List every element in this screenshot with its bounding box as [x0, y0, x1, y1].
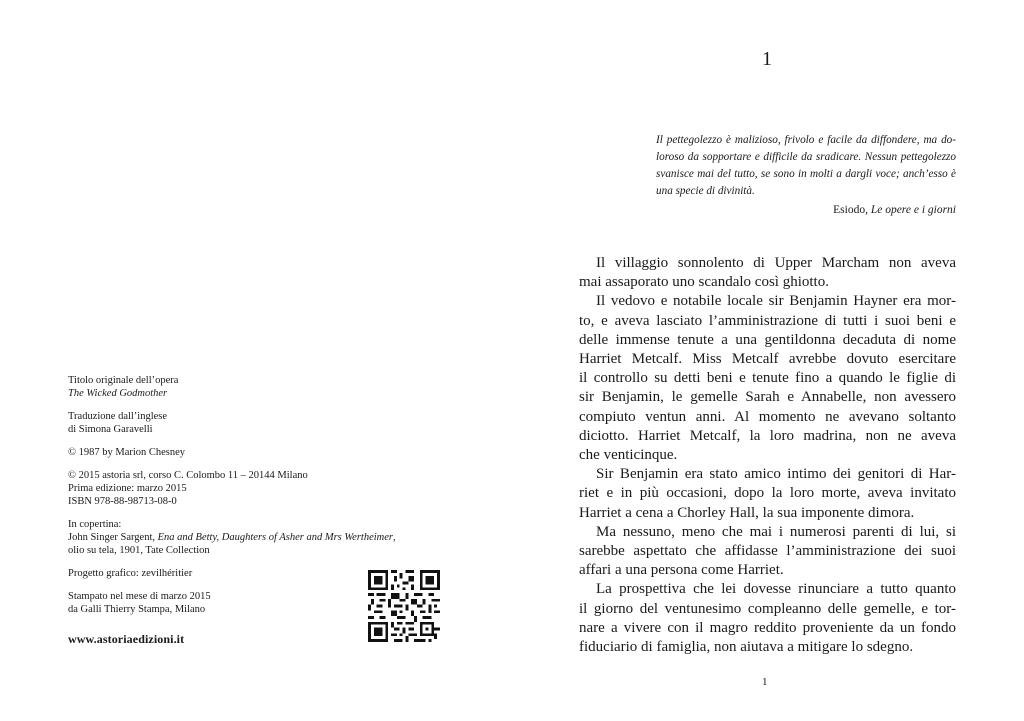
body-line: delle immense tenute a una gentildonna decaduta di nome: [579, 331, 956, 348]
cover-artist: John Singer Sargent,: [68, 532, 158, 543]
body-line: compiuto ventun anni. Al momento ne avevano soltanto: [579, 408, 956, 425]
design-block: [68, 567, 368, 580]
body-line: il giorno del ventunesimo compleanno delle gemelle, e tor-: [579, 600, 956, 617]
qr-code-icon: [368, 570, 440, 642]
body-line: affari a una persona come Harriet.: [579, 562, 784, 579]
epigraph-line: svanisce mai del tutto, se sono in molti a dargli voce; anch’esso è: [656, 168, 956, 180]
body-line: mai assaporato uno scandalo così ghiotto.: [579, 274, 829, 291]
original-title-block: [68, 374, 368, 400]
printing-block: [68, 590, 368, 616]
body-line: il controllo su detti beni e tenute fino a quando le figlie di: [579, 370, 956, 387]
printed-line-1: Stampato nel mese di marzo 2015: [68, 591, 211, 602]
body-line: to, e aveva lasciato l’amministrazione di tutti i suoi beni e: [579, 312, 956, 329]
body-line: sir Benjamin, le gemelle Sarah e Annabelle, non avessero: [579, 389, 956, 406]
attribution-work: Le opere e i giorni: [870, 204, 956, 216]
cover-work: Ena and Betty, Daughters of Asher and Mrs Wertheimer: [157, 532, 393, 543]
body-line: Il vedovo e notabile locale sir Benjamin Hayner era mor-: [596, 293, 956, 310]
original-title: The Wicked Godmother: [68, 388, 168, 399]
right-page: [512, 0, 1024, 721]
design-credit: Progetto grafico: zevilhéritier: [68, 568, 193, 579]
author-copyright-block: [68, 446, 368, 459]
printed-line-2: da Galli Thierry Stampa, Milano: [68, 604, 206, 615]
first-edition: Prima edizione: marzo 2015: [68, 483, 187, 494]
body-line: fiduciario di famiglia, non aiutava a mitigare lo sdegno.: [579, 639, 914, 656]
body-line: che venticinque.: [579, 447, 678, 464]
chapter-body-text: [579, 254, 956, 657]
translation-label: Traduzione dall’inglese: [68, 411, 168, 422]
isbn: ISBN 978-88-98713-08-0: [68, 496, 177, 507]
body-line: Harriet a cena a Chorley Hall, la sua imponente dimora.: [579, 504, 915, 521]
body-line: sarebbe aspettato che affidasse l’amministrazione dei suoi: [579, 543, 956, 560]
epigraph: [656, 132, 956, 200]
chapter-number: 1: [762, 48, 772, 70]
body-line: La prospettiva che lei dovesse rinunciare a tutto quanto: [596, 581, 956, 598]
cover-medium: olio su tela, 1901, Tate Collection: [68, 545, 210, 556]
body-line: Harriet Metcalf. Miss Metcalf avrebbe dovuto esercitare: [579, 351, 956, 368]
copyright-author: © 1987 by Marion Chesney: [68, 447, 186, 458]
epigraph-line: una specie di divinità.: [656, 185, 755, 197]
epigraph-attribution: [656, 202, 956, 218]
publisher-block: [68, 469, 368, 508]
cover-block: [68, 518, 396, 557]
attribution-author: Esiodo,: [833, 204, 871, 216]
body-line: diciotto. Harriet Metcalf, la loro madrina, non ne aveva: [579, 427, 956, 444]
copyright-publisher: © 2015 astoria srl, corso C. Colombo 11 – 20144 Milano: [68, 470, 308, 481]
page-number: 1: [762, 676, 768, 688]
cover-work-suffix: ,: [393, 532, 396, 543]
body-line: Sir Benjamin era stato amico intimo dei genitori di Har-: [596, 466, 956, 483]
body-line: nare a vivere con il magro reddito proveniente da un fondo: [579, 619, 956, 636]
body-line: Il villaggio sonnolento di Upper Marcham non aveva: [596, 255, 956, 271]
cover-credit: [68, 531, 396, 544]
publisher-website: www.astoriaedizioni.it: [68, 632, 185, 646]
original-title-label: Titolo originale dell’opera: [68, 375, 179, 386]
colophon: [68, 374, 396, 626]
translation-block: [68, 410, 368, 436]
epigraph-line: Il pettegolezzo è malizioso, frivolo e facile da diffondere, ma do-: [656, 134, 956, 146]
translator: di Simona Garavelli: [68, 424, 153, 435]
epigraph-line: loroso da sopportare e difficile da sradicare. Nessun pettegolezzo: [656, 151, 956, 163]
cover-label: In copertina:: [68, 519, 122, 530]
body-line: Ma nessuno, meno che mai i numerosi parenti di lui, si: [596, 523, 956, 540]
body-line: riet e in più occasioni, dopo la loro morte, aveva invitato: [579, 485, 956, 502]
